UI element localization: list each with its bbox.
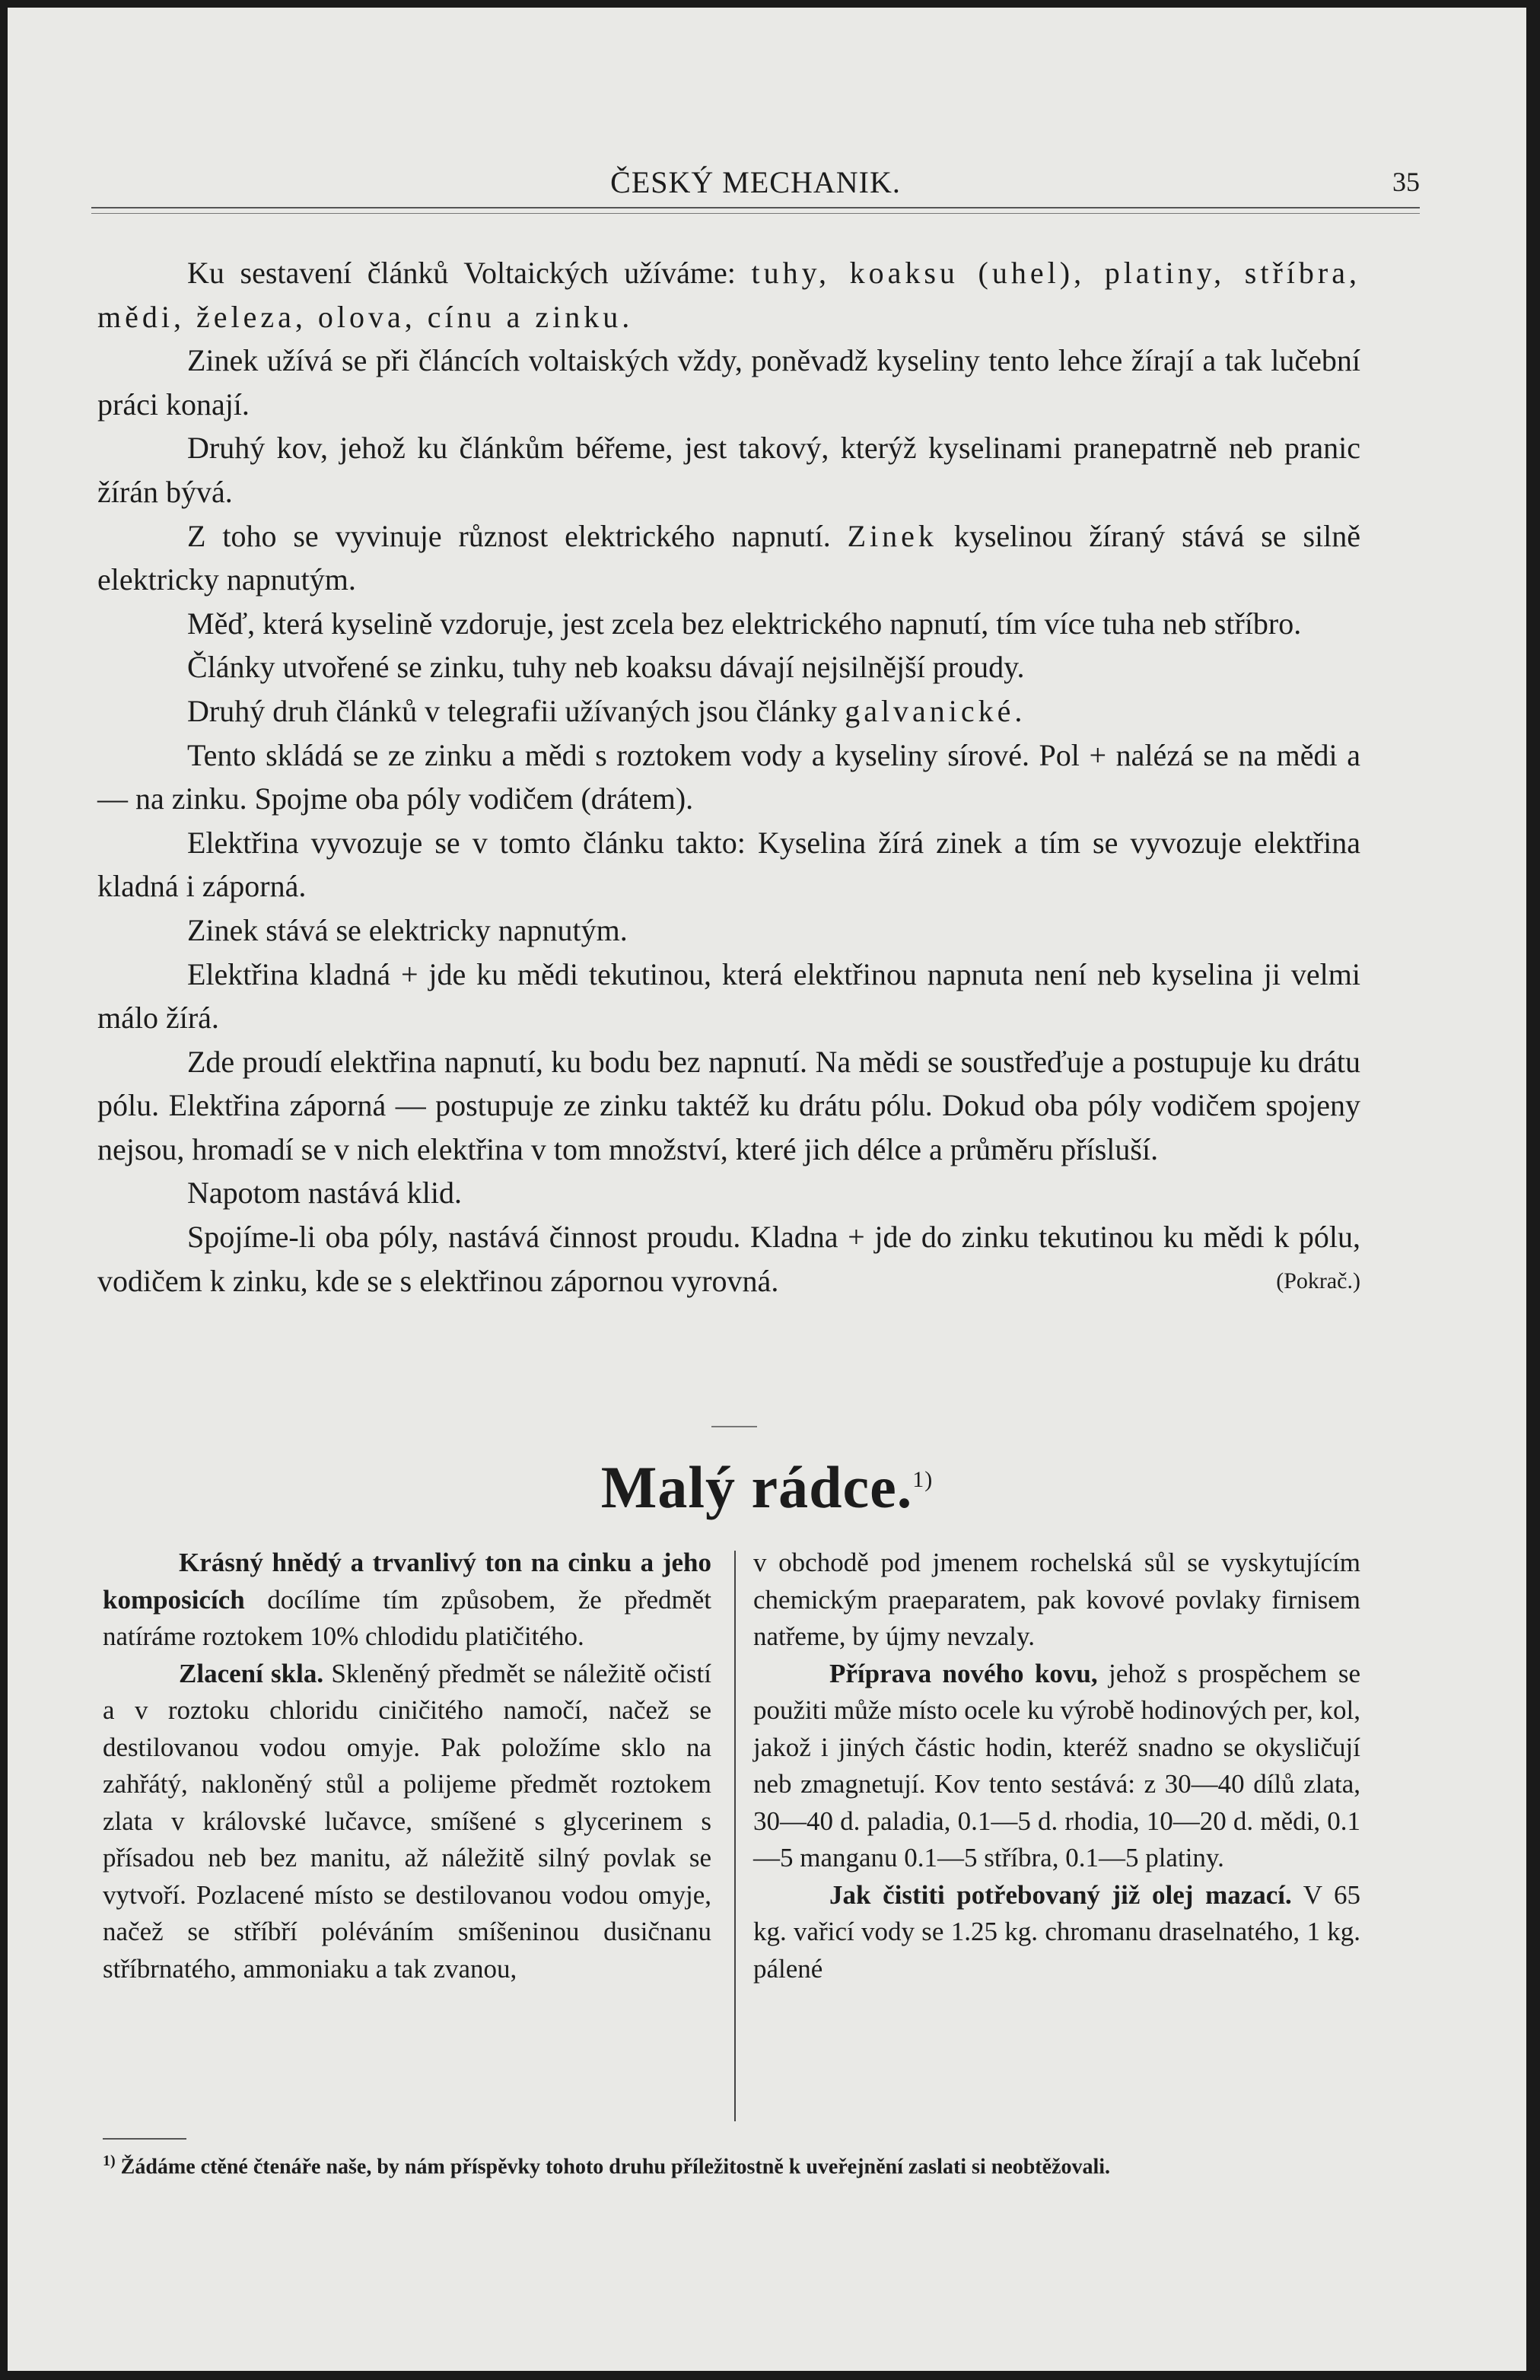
paragraph-heading: Zlacení skla. <box>179 1658 324 1688</box>
article-paragraph <box>97 953 1360 1040</box>
journal-title: ČESKÝ MECHANIK. <box>610 165 901 199</box>
right-column <box>753 1545 1360 1987</box>
paragraph-text: Spojíme-li oba póly, nastává činnost proudu. Kladna + jde do zinku tekutinou ku mědi k pólu, vodičem k zinku, kde se s elektřinou zápornou vyrovná. <box>97 1220 1360 1298</box>
column-paragraph <box>103 1545 711 1656</box>
article-paragraph <box>97 514 1360 602</box>
paragraph-text: Měď, která kyselině vzdoruje, jest zcela bez elektrického napnutí, tím více tuha neb stříbro. <box>187 606 1302 641</box>
paragraph-text: V 65 kg. vařicí vody se 1.25 kg. chromanu draselnatého, 1 kg. pálené <box>753 1879 1360 1984</box>
paragraph-text: Z toho se vyvinuje různost elektrického napnutí. <box>187 518 848 553</box>
section-heading <box>8 1453 1526 1522</box>
article-paragraph <box>97 1040 1360 1172</box>
section-footnote-mark: 1) <box>912 1467 934 1492</box>
article-paragraph <box>97 1171 1360 1215</box>
paragraph-text: tuhy, koaksu (uhel), platiny, stříbra, mědi, železa, olova, cínu a zinku. <box>97 256 1360 334</box>
paragraph-text: Druhý kov, jehož ku článkům béřeme, jest takový, kterýž kyselinami pranepatrně neb pranic žírán bývá. <box>97 431 1360 509</box>
section-divider <box>711 1426 757 1427</box>
column-paragraph <box>753 1545 1360 1656</box>
page-number: 35 <box>1392 167 1420 197</box>
section-title: Malý rádce. <box>600 1454 913 1520</box>
paragraph-text: Zinek užívá se při článcích voltaiských vždy, poněvadž kyseliny tento lehce žírají a tak lučební práci konají. <box>97 343 1360 422</box>
article-paragraph <box>97 251 1360 339</box>
column-paragraph <box>753 1656 1360 1877</box>
header-rule <box>91 207 1420 214</box>
article-paragraph <box>97 908 1360 953</box>
paragraph-text: Články utvořené se zinku, tuhy neb koaksu dávají nejsilnější proudy. <box>187 650 1025 685</box>
continued-note: (Pokrač.) <box>1276 1268 1360 1293</box>
paragraph-heading: Jak čistiti potřebovaný již olej mazací. <box>829 1879 1292 1910</box>
paragraph-text: jehož s prospěchem se použiti může místo ocele ku výrobě hodinových per, kol, jakož i jiných částic hodin, kteréž snadno se okysličují neb zmagnetují. Kov tento sestává: z 30—40 dílů zlata, 30—40 d. paladia, 0.1—5 d. rhodia, 10—20 d. mědi, 0.1—5 manganu 0.1—5 stříbra, 0.1—5 platiny. <box>753 1658 1360 1873</box>
paragraph-text: kyselinou žíraný stává se silně elektricky napnutým. <box>97 518 1360 597</box>
article-paragraph <box>97 602 1360 646</box>
left-column <box>103 1545 711 1987</box>
column-divider <box>734 1551 736 2121</box>
paragraph-heading: Krásný hnědý a trvanlivý ton na cinku a jeho komposicích <box>103 1548 711 1615</box>
article-body <box>97 251 1360 1303</box>
paragraph-text: Zinek stává se elektricky napnutým. <box>187 912 628 947</box>
article-paragraph <box>97 426 1360 514</box>
paragraph-text: v obchodě pod jmenem rochelská sůl se vyskytujícím chemickým praeparatem, pak kovové povlaky firnisem natřeme, by újmy nevzaly. <box>753 1548 1360 1651</box>
paragraph-text: Ku sestavení článků Voltaických užíváme: <box>187 256 752 290</box>
article-paragraph <box>97 821 1360 908</box>
paragraph-text: Skleněný předmět se náležitě očistí a v roztoku chloridu ciničitého namočí, načež se destilovanou vodou omyje. Pak položíme sklo na zahřátý, nakloněný stůl a polijeme předmět roztokem zlata v královské lučavce, smíšené s glycerinem s přísadou neb bez manitu, až náležitě silný povlak se vytvoří. Pozlacené místo se destilovanou vodou omyje, načež se stříbří poléváním smíšeninou dusičnanu stříbrnatého, ammoniaku a tak zvanou, <box>103 1658 711 1984</box>
paragraph-text: docílíme tím způsobem, že předmět natíráme roztokem 10% chlodidu platičitého. <box>103 1584 711 1651</box>
footnote-rule <box>103 2138 186 2140</box>
article-paragraph <box>97 689 1360 733</box>
paragraph-text: Zinek <box>847 518 937 553</box>
article-paragraph <box>97 645 1360 689</box>
article-paragraph <box>97 733 1360 821</box>
paragraph-text: Druhý druh článků v telegrafii užívaných jsou články <box>187 693 845 728</box>
paragraph-heading: Příprava nového kovu, <box>829 1658 1098 1688</box>
paragraph-text: Elektřina vyvozuje se v tomto článku takto: Kyselina žírá zinek a tím se vyvozuje elektřina kladná i záporná. <box>97 825 1360 904</box>
paragraph-text: Elektřina kladná + jde ku mědi tekutinou, která elektřinou napnuta není neb kyselina ji velmi málo žírá. <box>97 956 1360 1036</box>
page <box>8 8 1526 2371</box>
running-header <box>91 160 1420 205</box>
article-paragraph <box>97 339 1360 426</box>
column-paragraph <box>103 1656 711 1988</box>
column-paragraph <box>753 1877 1360 1988</box>
footnote-text: Žádáme ctěné čtenáře naše, by nám příspěvky tohoto druhu příležitostně k uveřejnění zaslati si neobtěžovali. <box>120 2155 1111 2179</box>
footnote <box>103 2146 1360 2182</box>
paragraph-text: Tento skládá se ze zinku a mědi s roztokem vody a kyseliny sírové. Pol + nalézá se na mědi a — na zinku. Spojme oba póly vodičem (drátem). <box>97 737 1360 816</box>
paragraph-text: Napotom nastává klid. <box>187 1176 463 1211</box>
footnote-mark: 1) <box>103 2152 116 2169</box>
article-paragraph <box>97 1215 1360 1303</box>
paragraph-text: galvanické. <box>845 693 1026 728</box>
paragraph-text: Zde proudí elektřina napnutí, ku bodu bez napnutí. Na mědi se soustřeďuje a postupuje ku drátu pólu. Elektřina záporná — postupuje ze zinku taktéž ku drátu pólu. Dokud oba póly vodičem spojeny nejsou, hromadí se v nich elektřina v tom množství, které jich délce a průměru přísluší. <box>97 1044 1360 1166</box>
